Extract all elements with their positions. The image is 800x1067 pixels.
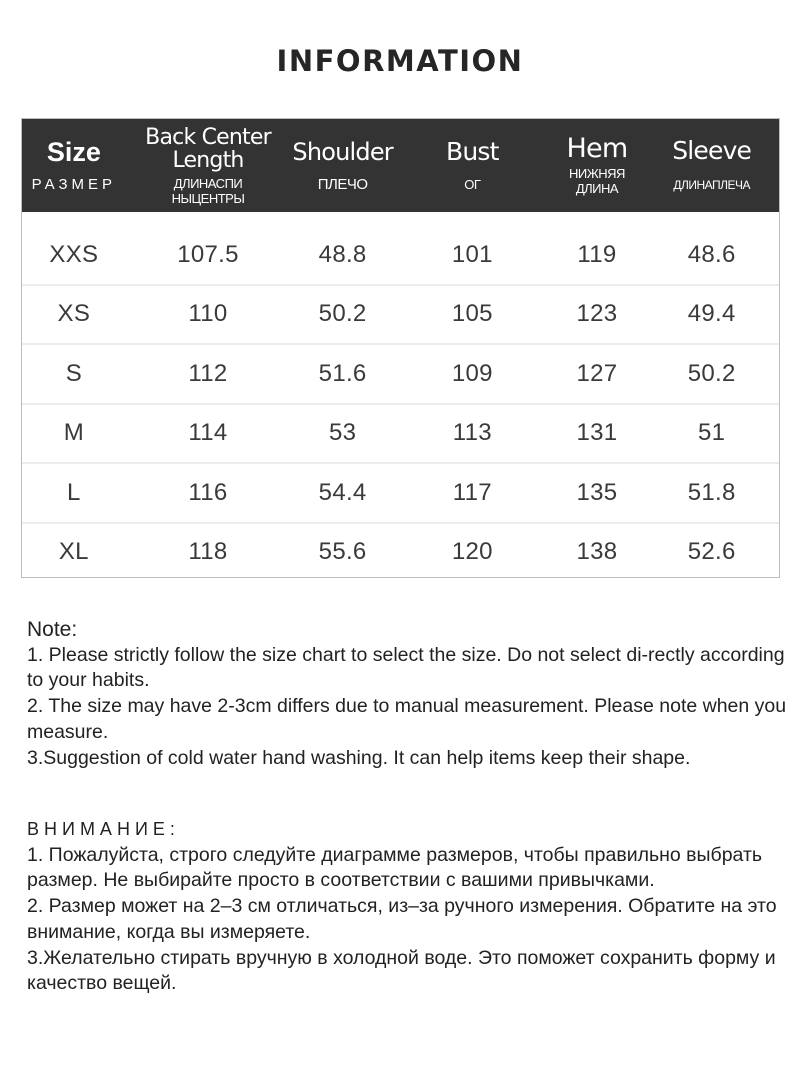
header-size bbox=[22, 119, 126, 212]
size-chart-table bbox=[21, 118, 780, 578]
cell-back-center-length: 110 bbox=[188, 300, 228, 328]
cell-hem: 123 bbox=[576, 300, 618, 328]
table-row bbox=[22, 405, 779, 465]
cell-hem: 131 bbox=[576, 419, 618, 447]
cell-size: M bbox=[63, 419, 84, 447]
header-label-ru: ПЛЕЧО bbox=[317, 176, 368, 193]
table-row bbox=[22, 524, 779, 582]
header-label-ru: ДЛИНАСПИ НЫЦЕНТРЫ bbox=[171, 175, 245, 206]
cell-bust: 113 bbox=[452, 419, 492, 447]
page-title: INFORMATION bbox=[276, 44, 524, 78]
cell-size: XL bbox=[58, 538, 89, 566]
header-label-ru: НИЖНЯЯ ДЛИНА bbox=[569, 165, 625, 196]
cell-sleeve: 52.6 bbox=[687, 538, 736, 566]
cell-bust: 109 bbox=[451, 359, 493, 387]
header-label-ru: ДЛИНАПЛЕЧА bbox=[673, 178, 750, 192]
header-hem bbox=[550, 119, 645, 212]
cell-size: S bbox=[65, 359, 83, 387]
header-shoulder bbox=[290, 119, 395, 212]
header-label-ru: ОГ bbox=[464, 177, 481, 192]
cell-shoulder: 55.6 bbox=[318, 538, 367, 566]
cell-sleeve: 51.8 bbox=[687, 478, 736, 506]
notes-heading: ВНИМАНИЕ: bbox=[27, 819, 180, 839]
header-sleeve bbox=[644, 119, 779, 212]
cell-bust: 117 bbox=[452, 478, 492, 506]
cell-bust: 101 bbox=[451, 240, 493, 268]
header-label-en: Sleeve bbox=[672, 136, 752, 165]
cell-hem: 127 bbox=[576, 359, 618, 387]
header-label-ru: РАЗМЕР bbox=[31, 176, 117, 193]
note-item: 1. Please strictly follow the size chart to select the size. Do not select di-rectly according to your habits. bbox=[27, 643, 785, 692]
table-row bbox=[22, 286, 779, 346]
cell-hem: 138 bbox=[576, 538, 618, 566]
table-body bbox=[22, 212, 779, 581]
header-label-en: Size bbox=[46, 137, 101, 167]
cell-hem: 135 bbox=[576, 478, 618, 506]
cell-size: L bbox=[67, 478, 81, 506]
header-label-en: Bust bbox=[445, 137, 499, 166]
table-header bbox=[22, 119, 779, 212]
cell-hem: 119 bbox=[577, 240, 617, 268]
cell-back-center-length: 114 bbox=[188, 419, 228, 447]
cell-back-center-length: 107.5 bbox=[177, 240, 239, 268]
header-label-en: Shoulder bbox=[292, 138, 393, 166]
cell-sleeve: 50.2 bbox=[687, 359, 736, 387]
cell-shoulder: 54.4 bbox=[318, 478, 367, 506]
header-label-en: Hem bbox=[566, 132, 628, 164]
cell-sleeve: 51 bbox=[698, 419, 726, 447]
cell-size: XXS bbox=[49, 240, 99, 268]
cell-shoulder: 50.2 bbox=[318, 300, 367, 328]
cell-shoulder: 48.8 bbox=[318, 240, 367, 268]
notes-heading: Note: bbox=[27, 618, 78, 641]
table-row bbox=[22, 226, 779, 286]
note-item: 1. Пожалуйста, строго следуйте диаграмме размеров, чтобы правильно выбрать размер. Не выбирайте просто в соответствии с вашими привычками. bbox=[27, 843, 763, 892]
notes-russian bbox=[27, 817, 797, 997]
header-back-center-length bbox=[126, 119, 291, 212]
cell-size: XS bbox=[57, 300, 91, 328]
cell-back-center-length: 118 bbox=[188, 538, 228, 566]
header-bust bbox=[395, 119, 550, 212]
table-row bbox=[22, 464, 779, 524]
cell-bust: 120 bbox=[451, 538, 493, 566]
note-item: 2. The size may have 2-3cm differs due to manual measurement. Please note when you measure. bbox=[27, 695, 787, 743]
table-row bbox=[22, 345, 779, 405]
note-item: 2. Размер может на 2–3 см отличаться, из–за ручного измерения. Обратите на это внимание, когда вы измеряете. bbox=[27, 895, 777, 943]
notes-english bbox=[27, 617, 787, 771]
cell-back-center-length: 116 bbox=[188, 478, 228, 506]
cell-back-center-length: 112 bbox=[188, 359, 228, 387]
header-label-en: Back Center Length bbox=[145, 124, 271, 173]
cell-shoulder: 53 bbox=[328, 419, 357, 447]
cell-bust: 105 bbox=[451, 300, 493, 328]
cell-sleeve: 48.6 bbox=[687, 240, 736, 268]
note-item: 3.Желательно стирать вручную в холодной воде. Это поможет сохранить форму и качество вещей. bbox=[27, 946, 776, 995]
cell-sleeve: 49.4 bbox=[687, 300, 736, 328]
note-item: 3.Suggestion of cold water hand washing. It can help items keep their shape. bbox=[27, 746, 691, 769]
cell-shoulder: 51.6 bbox=[318, 359, 367, 387]
